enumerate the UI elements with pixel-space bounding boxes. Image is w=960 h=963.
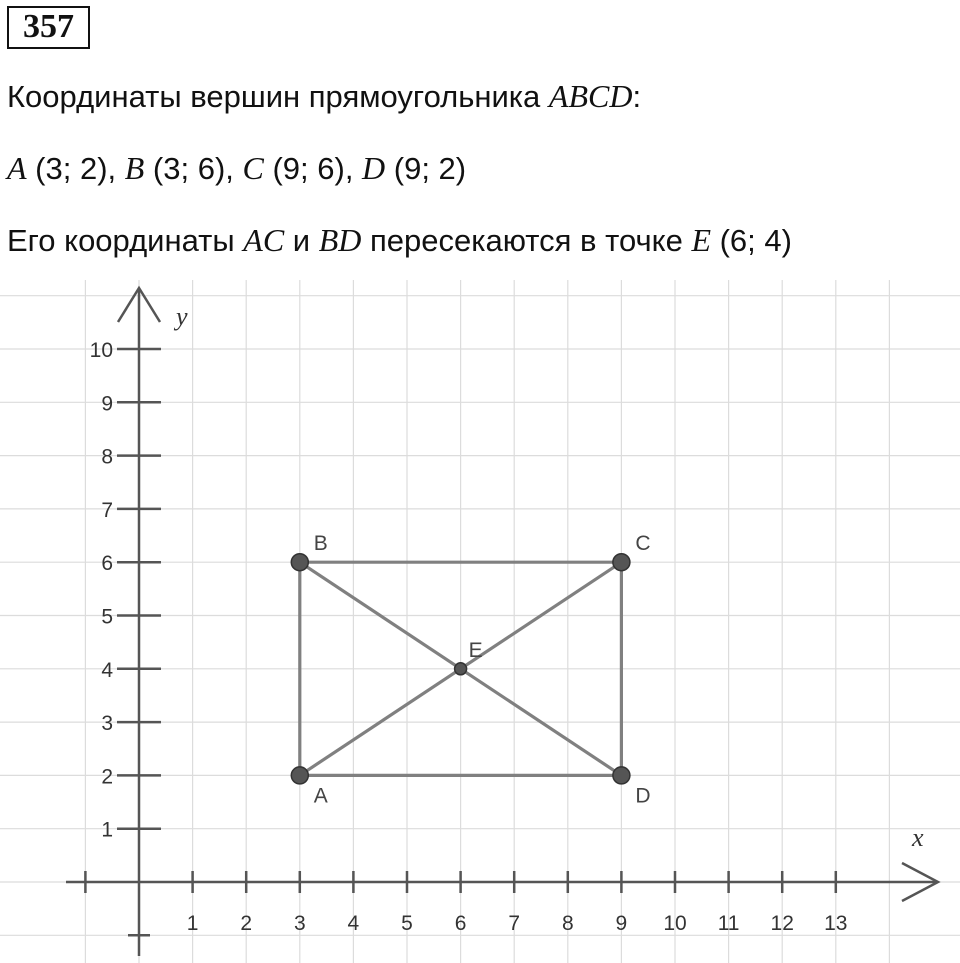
coordinate-plane: [0, 280, 960, 963]
x-tick-label: 5: [401, 912, 413, 935]
vertex-c: C (9; 6),: [242, 150, 363, 186]
problem-line-1: [7, 78, 641, 115]
vertex-d: D (9; 2): [362, 150, 467, 186]
diagonal-bd: BD: [318, 222, 362, 258]
x-tick-label: 3: [293, 912, 306, 935]
rectangle-name: ABCD: [548, 78, 633, 114]
y-tick-label: 7: [101, 498, 113, 522]
x-tick-label: 11: [717, 912, 740, 935]
x-tick-label: 6: [454, 912, 467, 935]
x-tick-label: 4: [347, 912, 360, 935]
x-tick-label: 13: [824, 912, 848, 935]
point-e: [455, 663, 467, 675]
line1-text: Координаты вершин прямоугольника: [7, 79, 549, 114]
y-tick-label: 5: [101, 605, 113, 629]
diagonal-ac: AC: [243, 222, 285, 258]
point-c: [613, 554, 630, 571]
y-axis-label: y: [176, 302, 188, 331]
x-tick-label: 12: [770, 912, 794, 935]
x-tick-label: 2: [240, 912, 253, 935]
point-label-b: B: [313, 532, 328, 556]
point-label-a: A: [313, 784, 328, 808]
point-label-e: E: [468, 638, 483, 662]
problem-line-2: [7, 150, 466, 187]
point-label-d: D: [635, 784, 651, 808]
x-tick-label: 7: [508, 912, 521, 935]
vertex-b: B (3; 6),: [124, 150, 243, 186]
y-tick-label: 2: [101, 765, 113, 789]
problem-line-3: Его координаты AC и BD пересекаются в точке E (6; 4): [7, 222, 792, 258]
x-tick-label: 1: [186, 912, 199, 935]
x-tick-label: 8: [561, 912, 574, 935]
y-tick-label: 6: [101, 552, 113, 576]
x-tick-label: 9: [615, 912, 628, 935]
x-axis-label: x: [912, 823, 924, 852]
intersection-point-name: E: [691, 222, 711, 258]
point-b: [291, 554, 308, 571]
y-tick-label: 10: [89, 339, 113, 362]
y-tick-label: 4: [101, 658, 113, 682]
vertex-a: A (3; 2),: [7, 150, 125, 186]
point-label-c: C: [635, 532, 651, 556]
point-a: [291, 767, 308, 784]
y-tick-label: 8: [101, 445, 113, 469]
line1-colon: :: [632, 79, 642, 114]
point-d: [613, 767, 630, 784]
x-tick-label: 10: [663, 912, 687, 935]
problem-number: 357: [7, 6, 90, 49]
y-tick-label: 9: [101, 392, 113, 416]
y-tick-label: 3: [101, 712, 113, 736]
y-tick-label: 1: [101, 818, 113, 842]
